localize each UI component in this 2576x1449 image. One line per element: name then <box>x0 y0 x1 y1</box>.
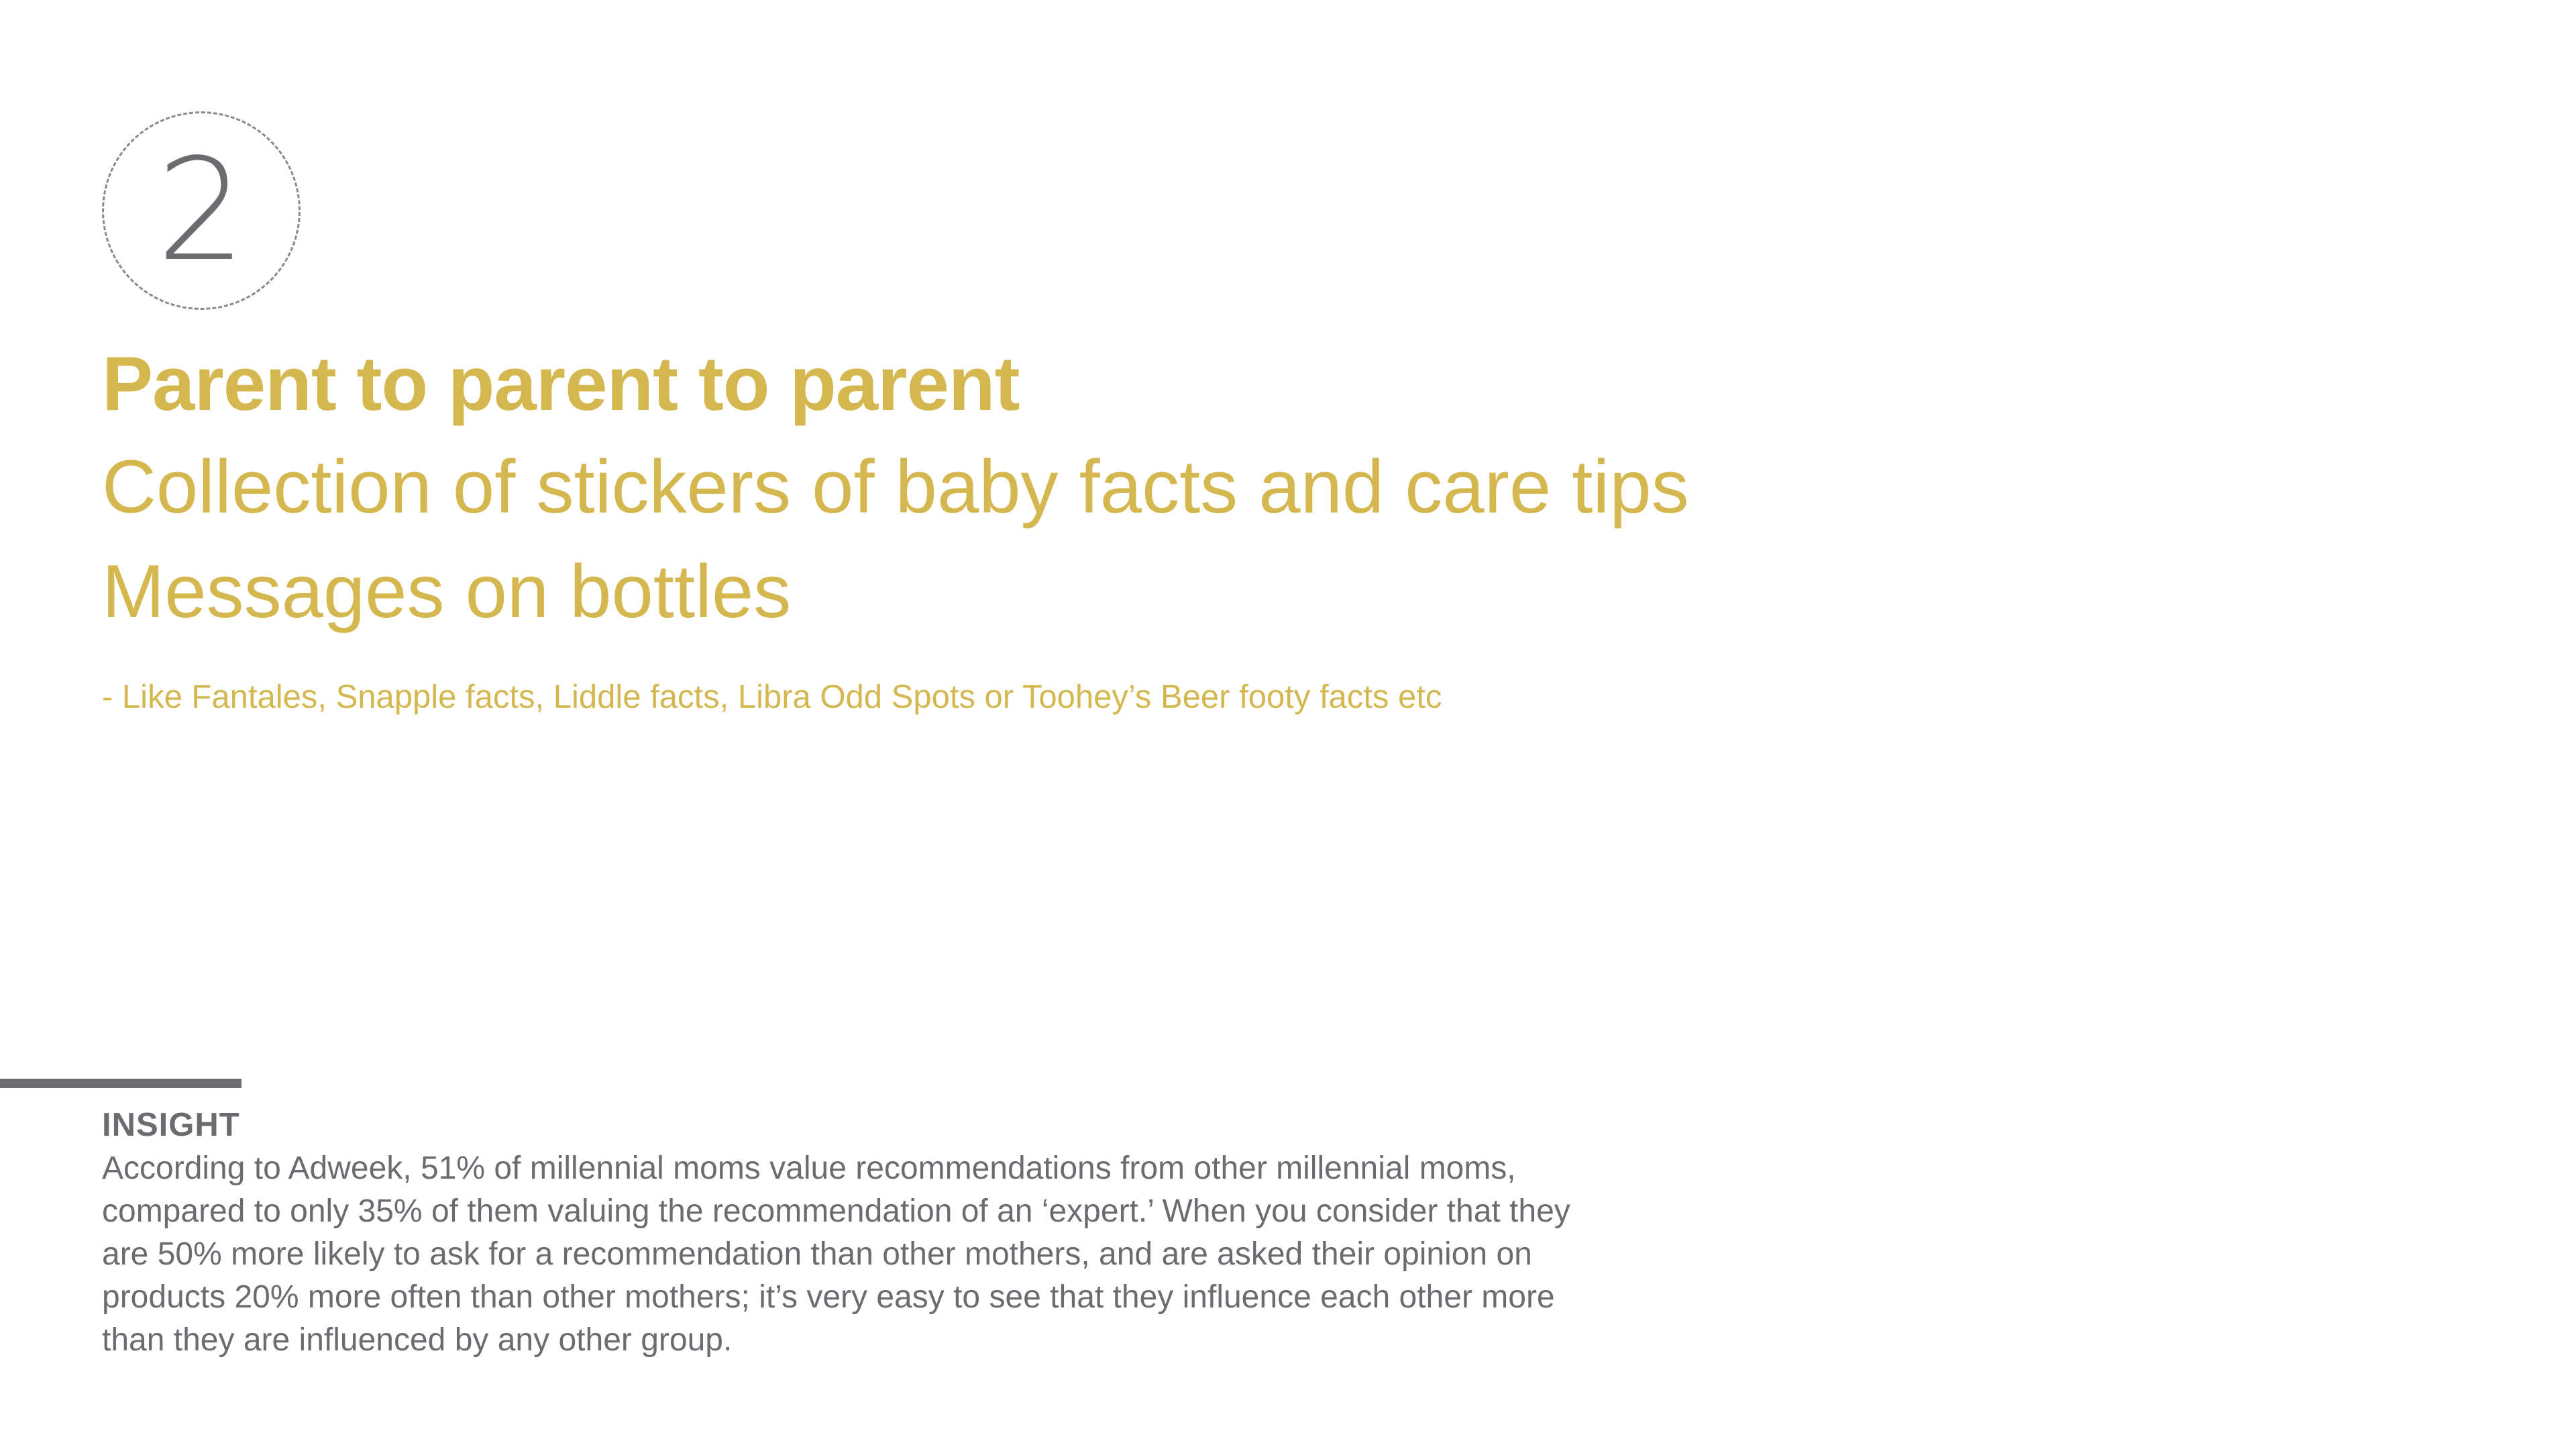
subline-stickers: Collection of stickers of baby facts and care tips <box>102 445 1689 529</box>
insight-divider <box>0 1079 241 1088</box>
insight-line: According to Adweek, 51% of millennial moms value recommendations from other millennial moms, <box>102 1150 1516 1186</box>
subline-bottles: Messages on bottles <box>102 549 792 633</box>
insight-line: are 50% more likely to ask for a recommendation than other mothers, and are asked their opinion on <box>102 1236 1532 1272</box>
insight-line: compared to only 35% of them valuing the recommendation of an ‘expert.’ When you consider that they <box>102 1193 1570 1229</box>
slide-number-badge <box>102 111 301 310</box>
examples-note: - Like Fantales, Snapple facts, Liddle facts, Libra Odd Spots or Toohey’s Beer footy facts etc <box>102 679 1442 715</box>
insight-line: than they are influenced by any other group. <box>102 1322 733 1358</box>
slide-number: 2 <box>156 128 246 292</box>
insight-label: INSIGHT <box>102 1107 240 1143</box>
slide-heading: Parent to parent to parent <box>102 341 1020 427</box>
insight-paragraph <box>102 1147 1725 1362</box>
insight-line: products 20% more often than other mothers; it’s very easy to see that they influence each other more <box>102 1279 1555 1315</box>
